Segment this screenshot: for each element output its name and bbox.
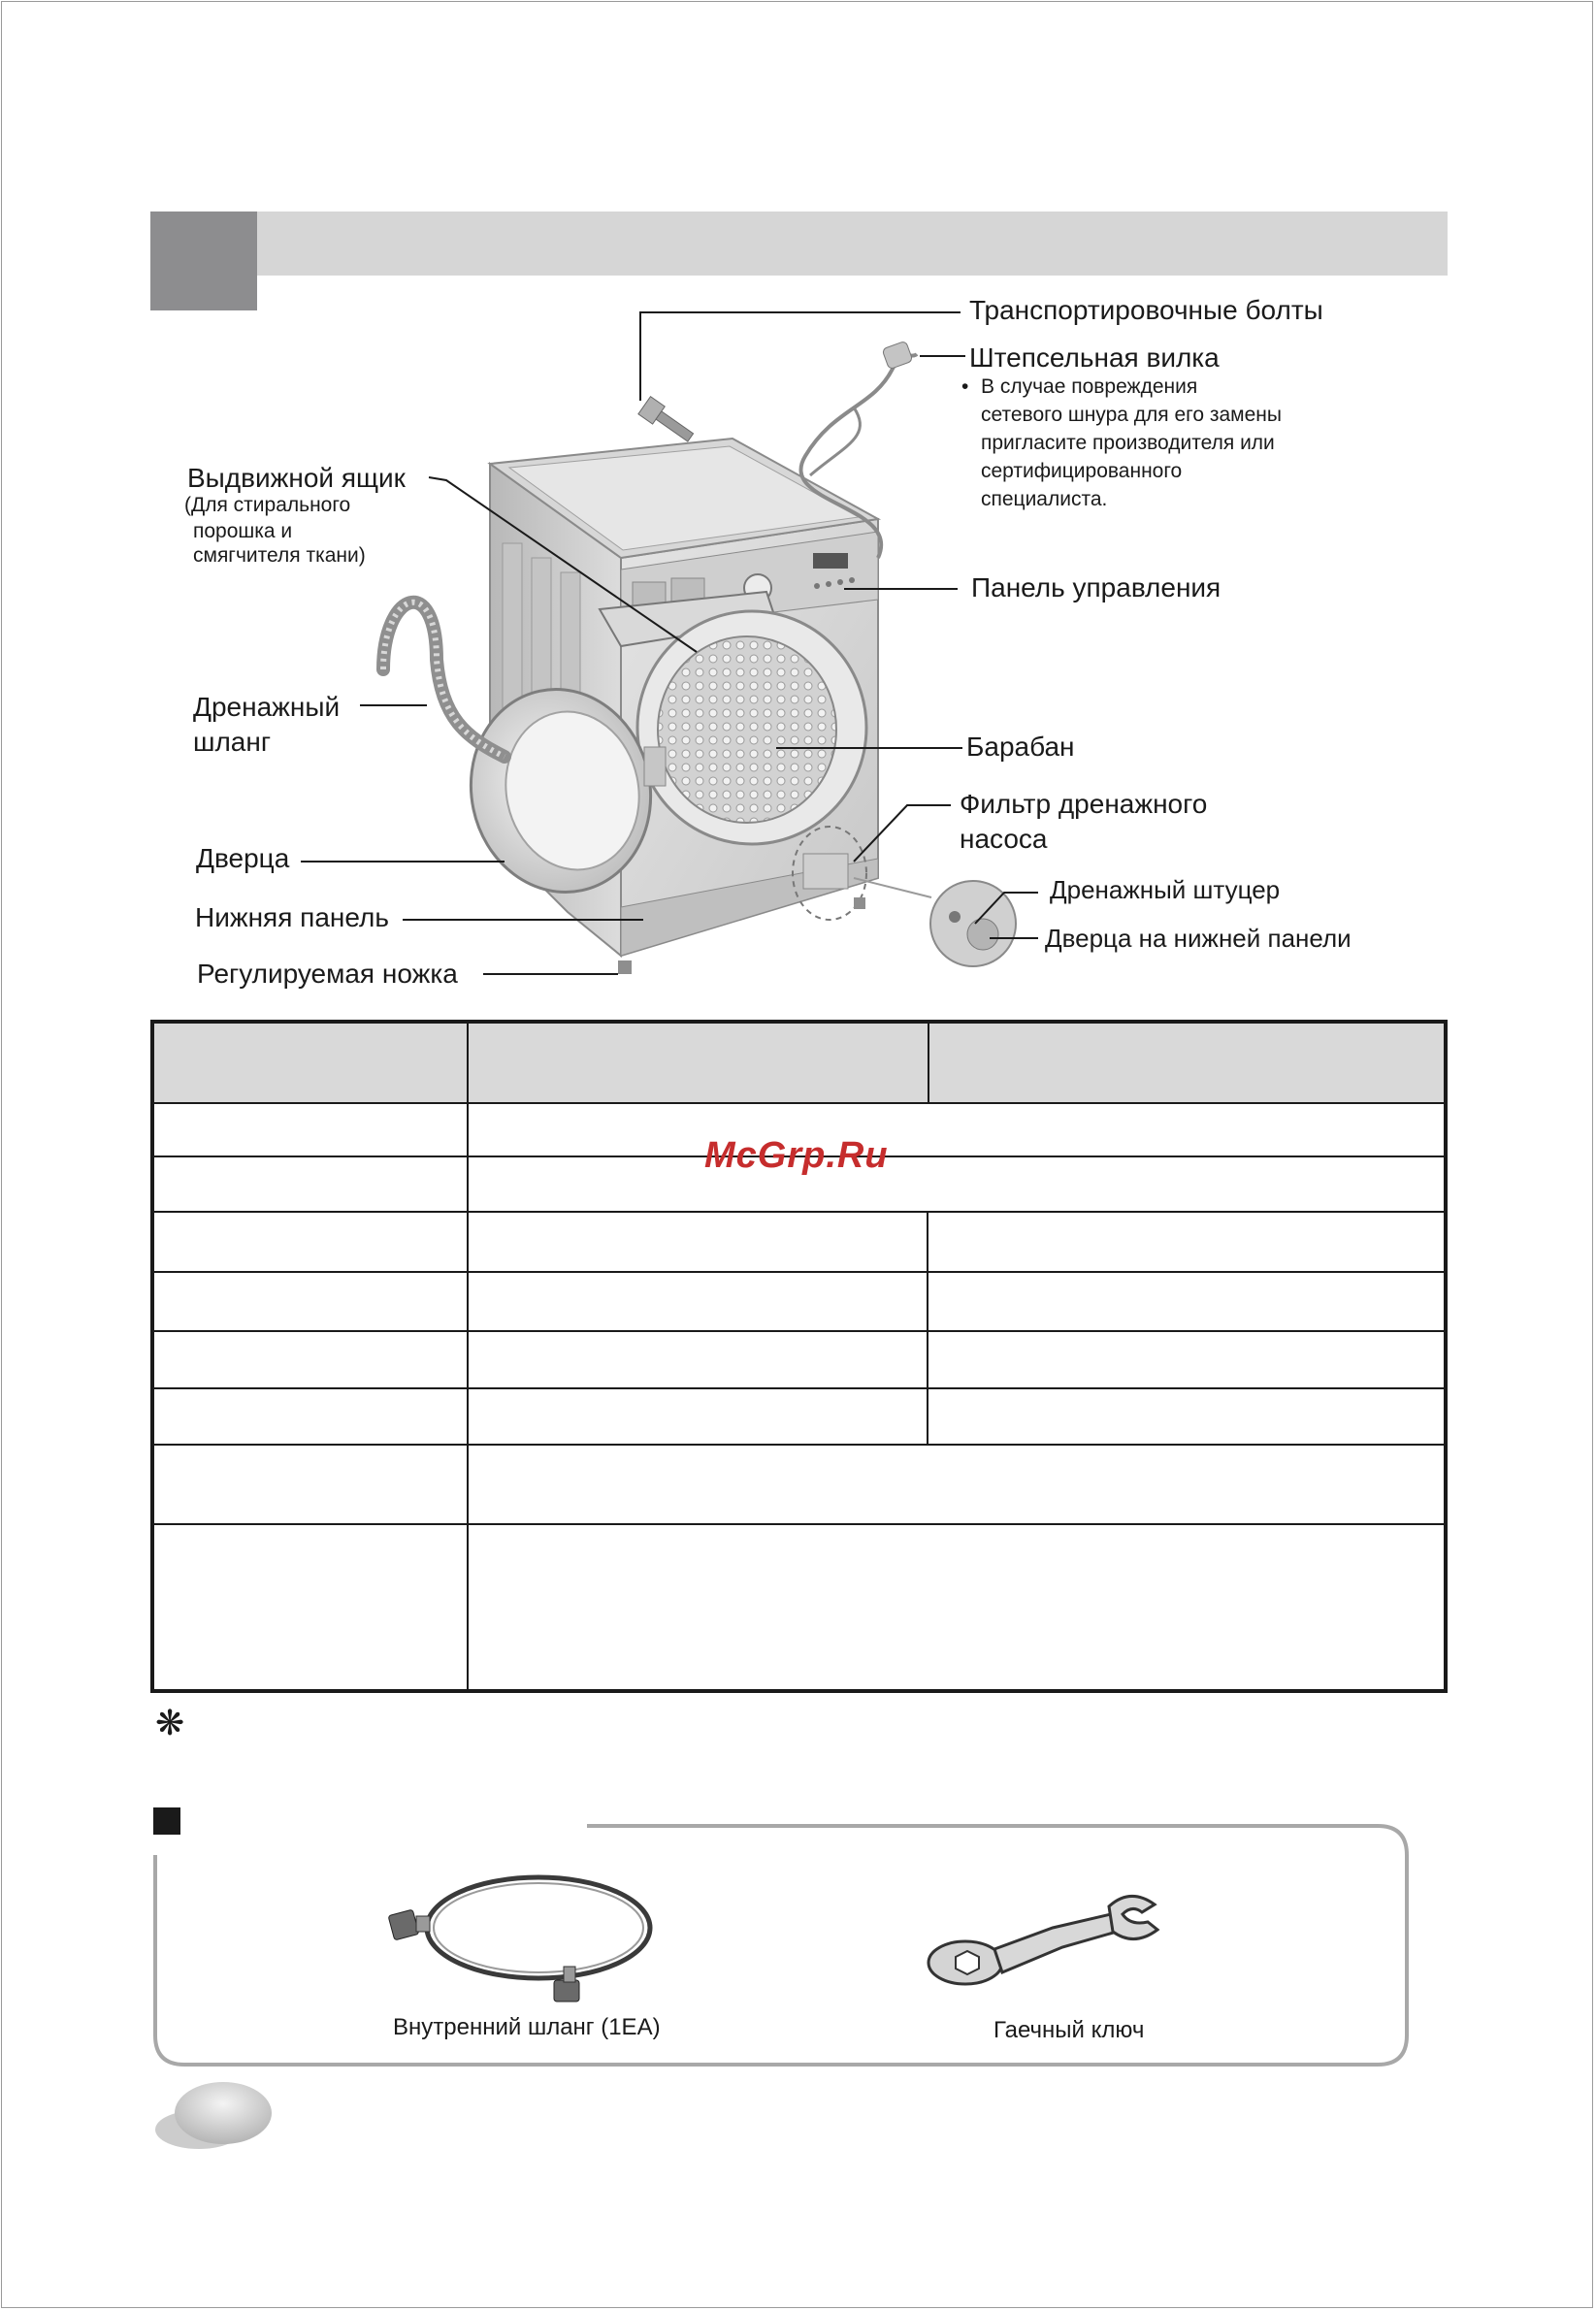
- drawer-note-line-2: порошка и: [193, 520, 293, 542]
- drawer-note-line-1: (Для стирального: [184, 494, 351, 516]
- label-drum: Барабан: [966, 732, 1075, 762]
- label-drawer: Выдвижной ящик: [187, 463, 406, 493]
- label-control-panel: Панель управления: [971, 572, 1221, 602]
- power-note-line-1: В случае повреждения: [981, 375, 1198, 398]
- accessory-label-inlet-hose: Внутренний шланг (1EA): [393, 2014, 661, 2040]
- power-note-line-3: пригласите производителя или: [981, 432, 1275, 454]
- table-footnote-marker: ❋: [155, 1703, 185, 1742]
- label-power-plug: Штепсельная вилка: [969, 342, 1220, 373]
- label-door: Дверца: [196, 843, 290, 873]
- power-note-line-5: специалиста.: [981, 488, 1108, 510]
- watermark: McGrp.Ru: [704, 1135, 889, 1176]
- label-drain-hose-line-2: шланг: [193, 727, 272, 757]
- wrench-illustration: [927, 1887, 1169, 1994]
- accessory-label-wrench: Гаечный ключ: [993, 2017, 1145, 2043]
- label-lower-panel: Нижняя панель: [195, 902, 389, 932]
- label-lower-cover: Дверца на нижней панели: [1045, 924, 1352, 953]
- label-drain-hose-line-1: Дренажный: [193, 692, 341, 722]
- label-pump-filter-line-2: насоса: [960, 824, 1048, 854]
- page-number-badge: [155, 2076, 281, 2154]
- drawer-note-line-3: смягчителя ткани): [193, 544, 366, 567]
- label-drain-plug: Дренажный штуцер: [1050, 875, 1281, 904]
- label-adjustable-foot: Регулируемая ножка: [197, 959, 458, 989]
- label-transport-bolts: Транспортировочные болты: [969, 295, 1323, 325]
- label-pump-filter-line-1: Фильтр дренажного: [960, 789, 1208, 819]
- inlet-hose-illustration: [383, 1858, 665, 2013]
- power-note-line-2: сетевого шнура для его замены: [981, 404, 1282, 426]
- power-note-line-4: сертифицированного: [981, 460, 1183, 482]
- bullet-icon: •: [961, 375, 969, 398]
